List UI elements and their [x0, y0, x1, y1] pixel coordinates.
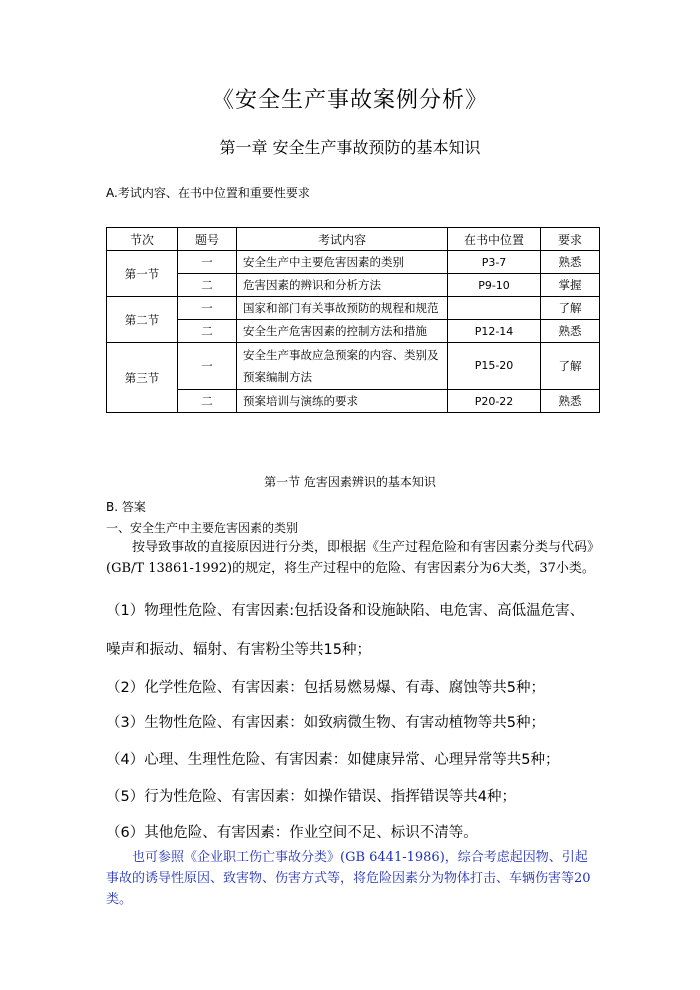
header-number: 题号 [178, 228, 237, 251]
table-row [107, 251, 600, 274]
table-row [107, 343, 600, 390]
position-cell: P3-7 [448, 251, 541, 274]
position-cell: P20-22 [448, 390, 541, 413]
number-cell: 二 [178, 390, 237, 413]
intro-paragraph: 按导致事故的直接原因进行分类，即根据《生产过程危险和有害因素分类与代码》(GB/T 13861-1992)的规定，将生产过程中的危险、有害因素分为6大类，37小类。 [106, 540, 601, 576]
category-line: （4）心理、生理性危险、有害因素：如健康异常、心理异常等共5种； [106, 752, 560, 768]
header-position: 在书中位置 [448, 228, 541, 251]
category-line: 噪声和振动、辐射、有害粉尘等共15种； [106, 642, 371, 658]
requirement-cell: 掌握 [541, 274, 600, 297]
content-cell: 危害因素的辨识和分析方法 [237, 274, 448, 297]
number-cell: 一 [178, 297, 237, 320]
position-cell: P15-20 [448, 343, 541, 390]
content-cell: 预案培训与演练的要求 [237, 390, 448, 413]
requirement-cell: 了解 [541, 297, 600, 320]
subheading-hazard-categories: 一、安全生产中主要危害因素的类别 [106, 521, 299, 535]
requirement-cell: 了解 [541, 343, 600, 390]
table-row [107, 297, 600, 320]
requirement-cell: 熟悉 [541, 251, 600, 274]
table-row [107, 274, 600, 297]
content-cell: 安全生产事故应急预案的内容、类别及预案编制方法 [237, 343, 448, 390]
number-cell: 二 [178, 274, 237, 297]
content-cell: 安全生产中主要危害因素的类别 [237, 251, 448, 274]
content-cell: 国家和部门有关事故预防的规程和规范 [237, 297, 448, 320]
category-line: （1）物理性危险、有害因素:包括设备和设施缺陷、电危害、高低温危害、 [106, 603, 585, 619]
requirement-cell: 熟悉 [541, 320, 600, 343]
category-line: （2）化学性危险、有害因素：包括易燃易爆、有毒、腐蚀等共5种； [106, 680, 545, 696]
category-line: （5）行为性危险、有害因素：如操作错误、指挥错误等共4种； [106, 789, 516, 805]
header-section: 节次 [107, 228, 178, 251]
header-requirement: 要求 [541, 228, 600, 251]
position-cell: P9-10 [448, 274, 541, 297]
number-cell: 二 [178, 320, 237, 343]
table-row [107, 320, 600, 343]
position-cell: P12-14 [448, 320, 541, 343]
section-cell: 第一节 [107, 251, 178, 297]
number-cell: 一 [178, 251, 237, 274]
chapter-heading: 第一章 安全生产事故预防的基本知识 [219, 138, 481, 157]
reference-note: 也可参照《企业职工伤亡事故分类》(GB 6441-1986)，综合考虑起因物、引起事故的诱导性原因、致害物、伤害方式等，将危险因素分为物体打击、车辆伤害等20类。 [106, 850, 591, 907]
answer-label: B. 答案 [106, 500, 146, 514]
document-title: 《安全生产事故案例分析》 [211, 88, 488, 113]
position-cell [448, 297, 541, 320]
category-line: （3）生物性危险、有害因素：如致病微生物、有害动植物等共5种； [106, 715, 545, 731]
exam-requirements-table [106, 227, 600, 413]
header-content: 考试内容 [237, 228, 448, 251]
section-cell: 第三节 [107, 343, 178, 413]
table-row [107, 390, 600, 413]
table-header-row [107, 228, 600, 251]
number-cell: 一 [178, 343, 237, 390]
section-1-title: 第一节 危害因素辨识的基本知识 [264, 475, 436, 489]
requirement-cell: 熟悉 [541, 390, 600, 413]
section-a-heading: A.考试内容、在书中位置和重要性要求 [106, 186, 310, 200]
content-cell: 安全生产危害因素的控制方法和措施 [237, 320, 448, 343]
category-line: （6）其他危险、有害因素：作业空间不足、标识不清等。 [106, 825, 478, 841]
section-cell: 第二节 [107, 297, 178, 343]
